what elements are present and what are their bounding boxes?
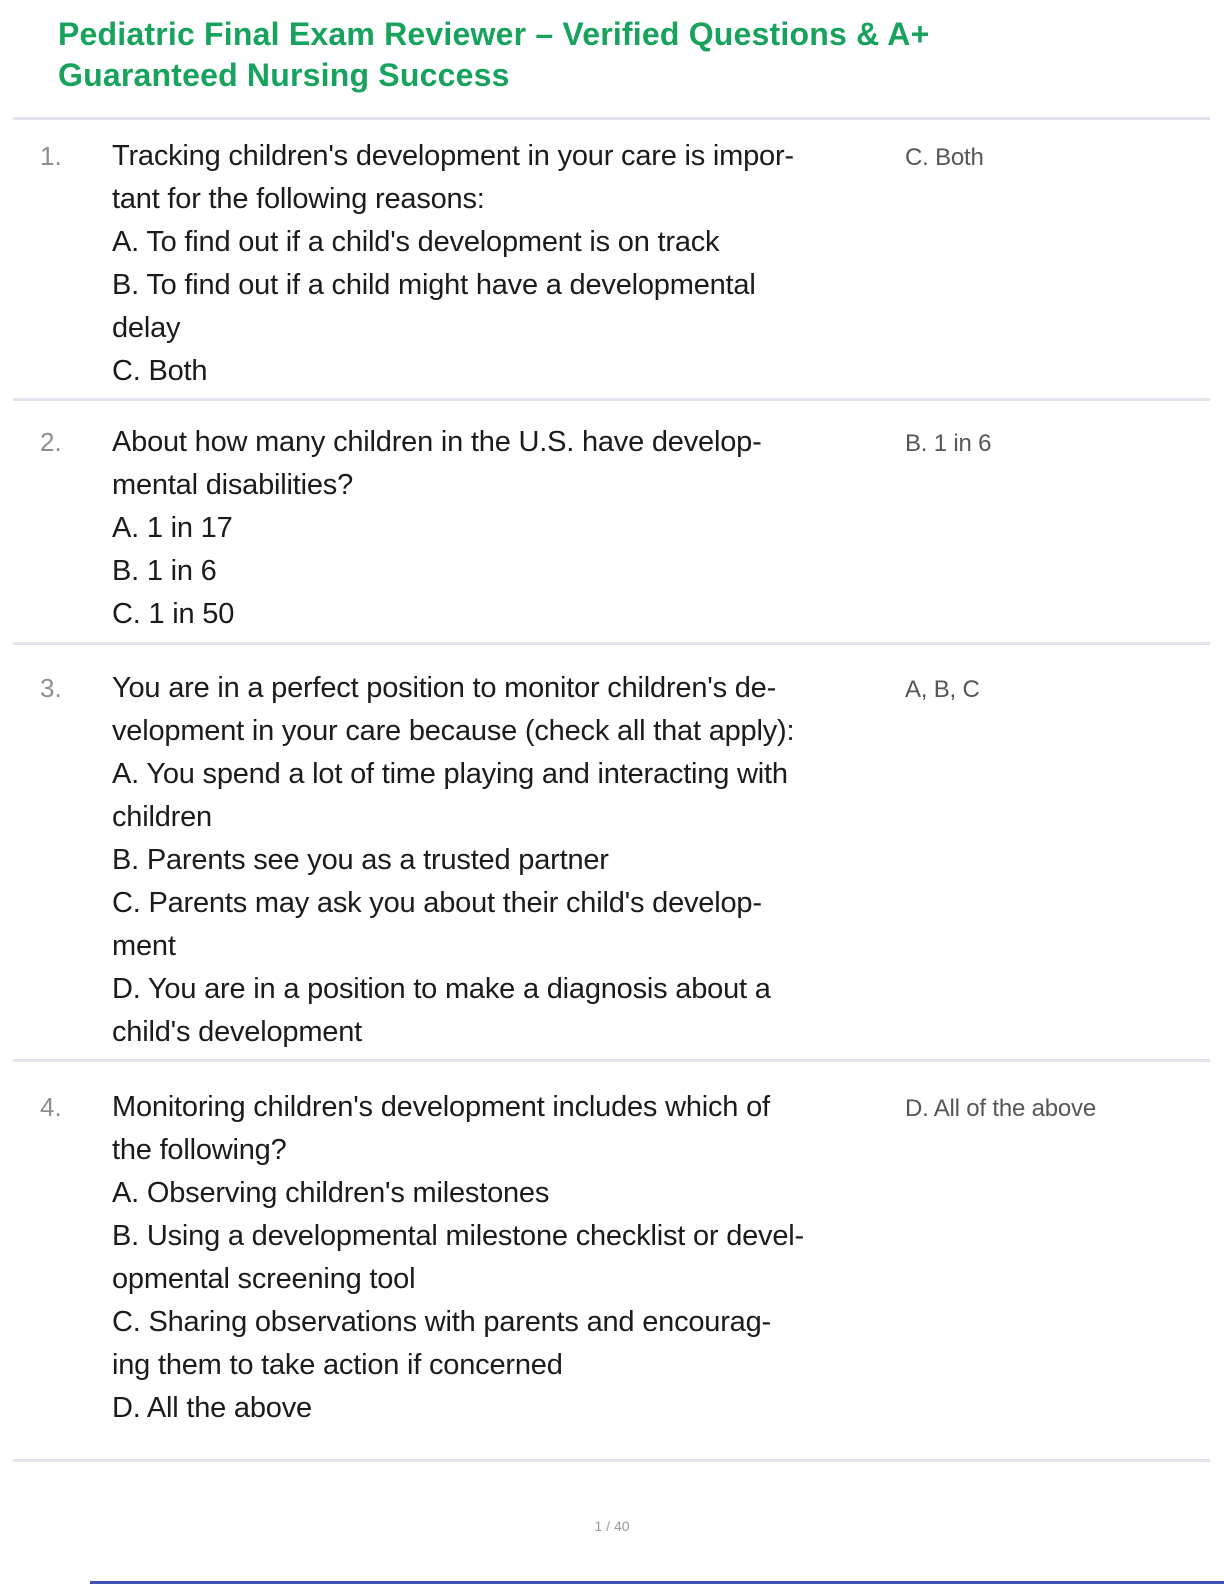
- question-text-line: C. Sharing observations with parents and encourag-: [112, 1306, 771, 1338]
- question-text: [112, 421, 905, 636]
- question-text: [112, 135, 905, 393]
- question-text-line: A. To find out if a child's development is on track: [112, 226, 720, 258]
- question-text-line: velopment in your care because (check all that apply):: [112, 715, 795, 747]
- question-text-line: ment: [112, 930, 176, 962]
- question-text-line: B. Parents see you as a trusted partner: [112, 844, 609, 876]
- section-divider: [13, 1459, 1210, 1462]
- question-text-line: mental disabilities?: [112, 469, 354, 501]
- question-text-line: Monitoring children's development includes which of: [112, 1091, 770, 1123]
- question-text: [112, 1086, 905, 1430]
- page-title-line-1: Pediatric Final Exam Reviewer – Verified Questions & A+: [58, 16, 930, 52]
- question-text-line: C. Parents may ask you about their child's develop-: [112, 887, 762, 919]
- question-item-1: [0, 135, 1224, 393]
- section-divider: [13, 117, 1210, 120]
- question-text-line: B. To find out if a child might have a developmental: [112, 269, 756, 301]
- question-answer: A, B, C: [905, 676, 980, 703]
- question-text-line: A. Observing children's milestones: [112, 1177, 550, 1209]
- question-item-4: [0, 1086, 1224, 1430]
- question-text-line: C. 1 in 50: [112, 598, 235, 630]
- question-text-line: the following?: [112, 1134, 287, 1166]
- question-text-line: About how many children in the U.S. have develop-: [112, 426, 762, 458]
- question-text: [112, 667, 905, 1054]
- question-item-3: [0, 667, 1224, 1054]
- question-number: 4.: [40, 1092, 62, 1122]
- question-text-line: D. All the above: [112, 1392, 312, 1424]
- question-text-line: B. 1 in 6: [112, 555, 217, 587]
- page-title-line-2: Guaranteed Nursing Success: [58, 57, 510, 93]
- question-answer: C. Both: [905, 144, 984, 171]
- question-text-line: children: [112, 801, 212, 833]
- question-text-line: opmental screening tool: [112, 1263, 416, 1295]
- page-title: [58, 14, 1166, 96]
- question-text-line: C. Both: [112, 355, 208, 387]
- question-text-line: delay: [112, 312, 181, 344]
- question-text-line: D. You are in a position to make a diagnosis about a: [112, 973, 771, 1005]
- question-answer: B. 1 in 6: [905, 430, 992, 457]
- section-divider: [13, 1059, 1210, 1062]
- question-text-line: B. Using a developmental milestone checklist or devel-: [112, 1220, 804, 1252]
- section-divider: [13, 398, 1210, 401]
- question-number: 3.: [40, 673, 62, 703]
- question-item-2: [0, 421, 1224, 636]
- section-divider: [13, 642, 1210, 645]
- question-answer: D. All of the above: [905, 1095, 1096, 1122]
- question-text-line: A. 1 in 17: [112, 512, 233, 544]
- question-text-line: You are in a perfect position to monitor children's de-: [112, 672, 777, 704]
- page-indicator: 1 / 40: [594, 1518, 630, 1534]
- question-text-line: tant for the following reasons:: [112, 183, 485, 215]
- question-text-line: A. You spend a lot of time playing and interacting with: [112, 758, 788, 790]
- question-text-line: child's development: [112, 1016, 362, 1048]
- question-text-line: ing them to take action if concerned: [112, 1349, 563, 1381]
- question-text-line: Tracking children's development in your care is impor-: [112, 140, 794, 172]
- question-number: 1.: [40, 141, 62, 171]
- question-number: 2.: [40, 427, 62, 457]
